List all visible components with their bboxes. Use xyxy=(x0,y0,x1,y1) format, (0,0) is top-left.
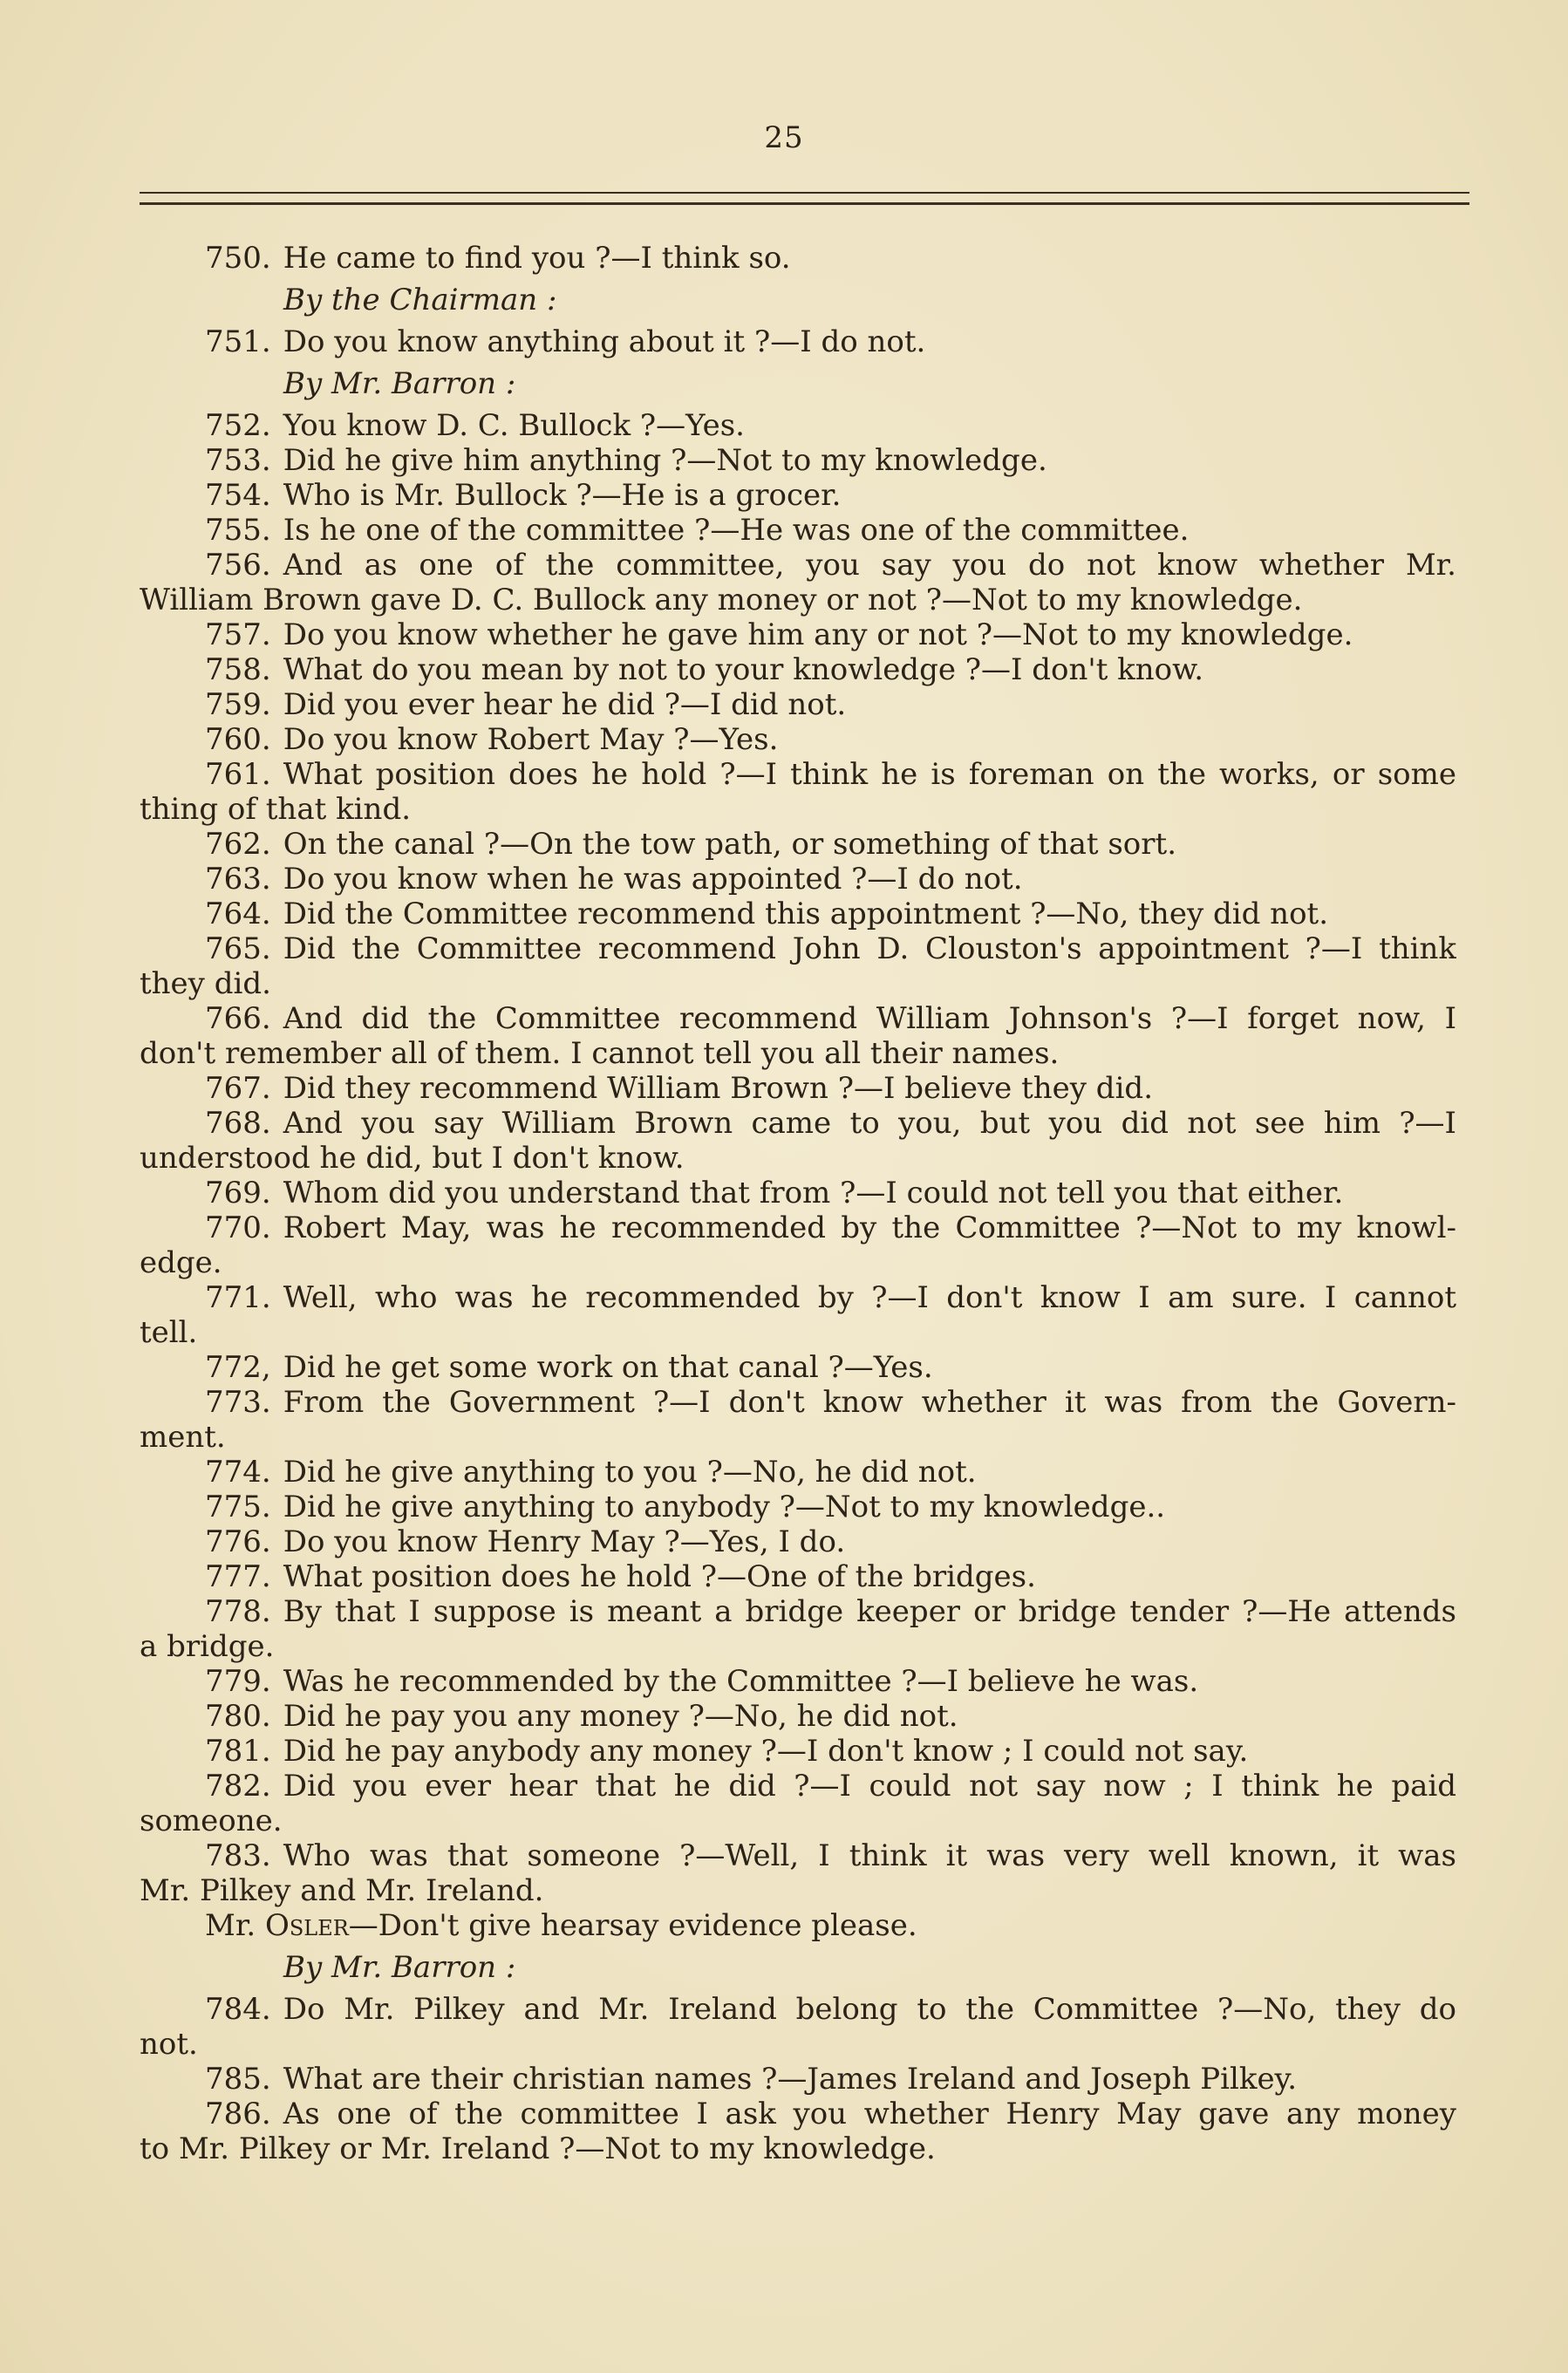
question-text: From the Government ?—I don't know whether it was from the Govern- xyxy=(283,1385,1456,1420)
question-text: Did he give anything to anybody ?—Not to my knowledge.. xyxy=(283,1490,1166,1524)
question-number: 756. xyxy=(205,548,271,583)
continuation-line: a bridge. xyxy=(140,1629,275,1664)
header-rule-thick xyxy=(140,202,1469,205)
continuation-line: they did. xyxy=(140,966,271,1001)
question-line xyxy=(140,478,1456,513)
question-number: 779. xyxy=(205,1664,271,1699)
question-line xyxy=(140,1524,1456,1559)
examiner-heading: By Mr. Barron : xyxy=(283,366,516,401)
question-text: By that I suppose is meant a bridge keeper or bridge tender ?—He attends xyxy=(283,1594,1456,1629)
question-text: Did they recommend William Brown ?—I believe they did. xyxy=(283,1071,1154,1106)
question-line xyxy=(140,1769,1456,1804)
question-text: He came to find you ?—I think so. xyxy=(283,241,791,276)
question-number: 759. xyxy=(205,687,271,722)
question-text: Did the Committee recommend John D. Clouston's appointment ?—I think xyxy=(283,931,1456,966)
question-line xyxy=(140,617,1456,652)
question-text: Did he pay anybody any money ?—I don't know ; I could not say. xyxy=(283,1734,1249,1769)
continuation-line: not. xyxy=(140,2027,198,2062)
question-line xyxy=(140,1106,1456,1141)
question-line xyxy=(140,862,1456,897)
question-text: Did he pay you any money ?—No, he did not. xyxy=(283,1699,958,1734)
question-text: Did he give him anything ?—Not to my knowledge. xyxy=(283,443,1047,478)
question-text: Was he recommended by the Committee ?—I believe he was. xyxy=(283,1664,1199,1699)
question-number: 760. xyxy=(205,722,271,757)
question-number: 765. xyxy=(205,931,271,966)
question-line xyxy=(140,443,1456,478)
question-line xyxy=(140,2097,1456,2131)
question-text: Who was that someone ?—Well, I think it was very well known, it was xyxy=(283,1838,1456,1873)
question-line xyxy=(140,1992,1456,2027)
question-text: Do you know when he was appointed ?—I do not. xyxy=(283,862,1023,897)
question-line xyxy=(140,757,1456,792)
question-text: What do you mean by not to your knowledge ?—I don't know. xyxy=(283,652,1204,687)
question-line xyxy=(140,241,1456,276)
question-number: 750. xyxy=(205,241,271,276)
continuation-line: understood he did, but I don't know. xyxy=(140,1141,685,1176)
question-text: What position does he hold ?—I think he is foreman on the works, or some xyxy=(283,757,1456,792)
question-number: 771. xyxy=(205,1280,271,1315)
question-line xyxy=(140,931,1456,966)
question-text: Did the Committee recommend this appointment ?—No, they did not. xyxy=(283,897,1329,931)
question-line xyxy=(140,324,1456,359)
question-text: Do you know Henry May ?—Yes, I do. xyxy=(283,1524,846,1559)
question-text: Did he give anything to you ?—No, he did not. xyxy=(283,1455,977,1490)
continuation-line: Mr. Pilkey and Mr. Ireland. xyxy=(140,1873,544,1908)
speaker-prefix: Mr. xyxy=(205,1908,265,1943)
question-line xyxy=(140,1734,1456,1769)
question-number: 781. xyxy=(205,1734,271,1769)
question-text: Is he one of the committee ?—He was one of the committee. xyxy=(283,513,1190,548)
question-text: And did the Committee recommend William Johnson's ?—I forget now, I xyxy=(283,1001,1456,1036)
question-line xyxy=(140,1490,1456,1524)
question-text: Whom did you understand that from ?—I could not tell you that either. xyxy=(283,1176,1344,1210)
question-text: Did you ever hear that he did ?—I could not say now ; I think he paid xyxy=(283,1769,1456,1804)
question-text: Well, who was he recommended by ?—I don't know I am sure. I cannot xyxy=(283,1280,1456,1315)
question-number: 763. xyxy=(205,862,271,897)
question-line xyxy=(140,2062,1456,2097)
question-text: Do you know whether he gave him any or not ?—Not to my knowledge. xyxy=(283,617,1353,652)
question-line xyxy=(140,1001,1456,1036)
question-line xyxy=(140,827,1456,862)
examiner-heading: By Mr. Barron : xyxy=(283,1950,516,1985)
question-line xyxy=(140,1455,1456,1490)
testimony-text xyxy=(140,241,1456,2166)
question-line xyxy=(140,897,1456,931)
question-text: As one of the committee I ask you whether Henry May gave any money xyxy=(283,2097,1456,2131)
question-text: What are their christian names ?—James Ireland and Joseph Pilkey. xyxy=(283,2062,1298,2097)
question-number: 751. xyxy=(205,324,271,359)
question-number: 783. xyxy=(205,1838,271,1873)
question-number: 775. xyxy=(205,1490,271,1524)
question-text: Robert May, was he recommended by the Committee ?—Not to my knowl- xyxy=(283,1210,1456,1245)
question-text: Do Mr. Pilkey and Mr. Ireland belong to the Committee ?—No, they do xyxy=(283,1992,1456,2027)
speaker-remark xyxy=(140,1908,1456,1943)
continuation-line: William Brown gave D. C. Bullock any money or not ?—Not to my knowledge. xyxy=(140,583,1303,617)
page-number: 25 xyxy=(764,120,804,155)
question-text: On the canal ?—On the tow path, or something of that sort. xyxy=(283,827,1177,862)
examiner-heading: By the Chairman : xyxy=(283,283,557,317)
question-number: 782. xyxy=(205,1769,271,1804)
question-line xyxy=(140,548,1456,583)
question-line xyxy=(140,652,1456,687)
question-line xyxy=(140,1838,1456,1873)
question-line xyxy=(140,1071,1456,1106)
question-line xyxy=(140,1594,1456,1629)
question-line xyxy=(140,513,1456,548)
question-line xyxy=(140,1176,1456,1210)
question-number: 766. xyxy=(205,1001,271,1036)
question-number: 752. xyxy=(205,408,271,443)
question-text: Do you know anything about it ?—I do not. xyxy=(283,324,926,359)
question-text: Who is Mr. Bullock ?—He is a grocer. xyxy=(283,478,842,513)
question-number: 778. xyxy=(205,1594,271,1629)
question-number: 755. xyxy=(205,513,271,548)
continuation-line: thing of that kind. xyxy=(140,792,412,827)
question-text: And you say William Brown came to you, but you did not see him ?—I xyxy=(283,1106,1456,1141)
question-number: 761. xyxy=(205,757,271,792)
question-number: 753. xyxy=(205,443,271,478)
question-number: 777. xyxy=(205,1559,271,1594)
question-number: 773. xyxy=(205,1385,271,1420)
question-line xyxy=(140,1280,1456,1315)
question-number: 762. xyxy=(205,827,271,862)
question-number: 784. xyxy=(205,1992,271,2027)
question-text: Did he get some work on that canal ?—Yes. xyxy=(283,1350,933,1385)
question-text: Did you ever hear he did ?—I did not. xyxy=(283,687,847,722)
question-number: 785. xyxy=(205,2062,271,2097)
header-rule-thin xyxy=(140,192,1469,194)
question-number: 772, xyxy=(205,1350,271,1385)
speaker-name: Osler xyxy=(264,1908,349,1943)
question-number: 767. xyxy=(205,1071,271,1106)
question-number: 768. xyxy=(205,1106,271,1141)
continuation-line: tell. xyxy=(140,1315,198,1350)
question-number: 780. xyxy=(205,1699,271,1734)
question-line xyxy=(140,722,1456,757)
continuation-line: edge. xyxy=(140,1245,222,1280)
question-number: 769. xyxy=(205,1176,271,1210)
question-line xyxy=(140,1664,1456,1699)
question-number: 786. xyxy=(205,2097,271,2131)
question-line xyxy=(140,1350,1456,1385)
question-line xyxy=(140,1699,1456,1734)
question-line xyxy=(140,687,1456,722)
question-number: 754. xyxy=(205,478,271,513)
question-line xyxy=(140,408,1456,443)
question-line xyxy=(140,1385,1456,1420)
question-number: 758. xyxy=(205,652,271,687)
question-text: You know D. C. Bullock ?—Yes. xyxy=(283,408,745,443)
question-number: 764. xyxy=(205,897,271,931)
continuation-line: don't remember all of them. I cannot tell you all their names. xyxy=(140,1036,1060,1071)
question-number: 770. xyxy=(205,1210,271,1245)
continuation-line: someone. xyxy=(140,1804,283,1838)
continuation-line: to Mr. Pilkey or Mr. Ireland ?—Not to my knowledge. xyxy=(140,2131,936,2166)
continuation-line: ment. xyxy=(140,1420,226,1455)
question-number: 774. xyxy=(205,1455,271,1490)
question-text: And as one of the committee, you say you do not know whether Mr. xyxy=(283,548,1456,583)
question-text: Do you know Robert May ?—Yes. xyxy=(283,722,779,757)
question-number: 776. xyxy=(205,1524,271,1559)
question-line xyxy=(140,1210,1456,1245)
question-number: 757. xyxy=(205,617,271,652)
question-text: What position does he hold ?—One of the bridges. xyxy=(283,1559,1036,1594)
speaker-text: —Don't give hearsay evidence please. xyxy=(348,1908,917,1943)
question-line xyxy=(140,1559,1456,1594)
